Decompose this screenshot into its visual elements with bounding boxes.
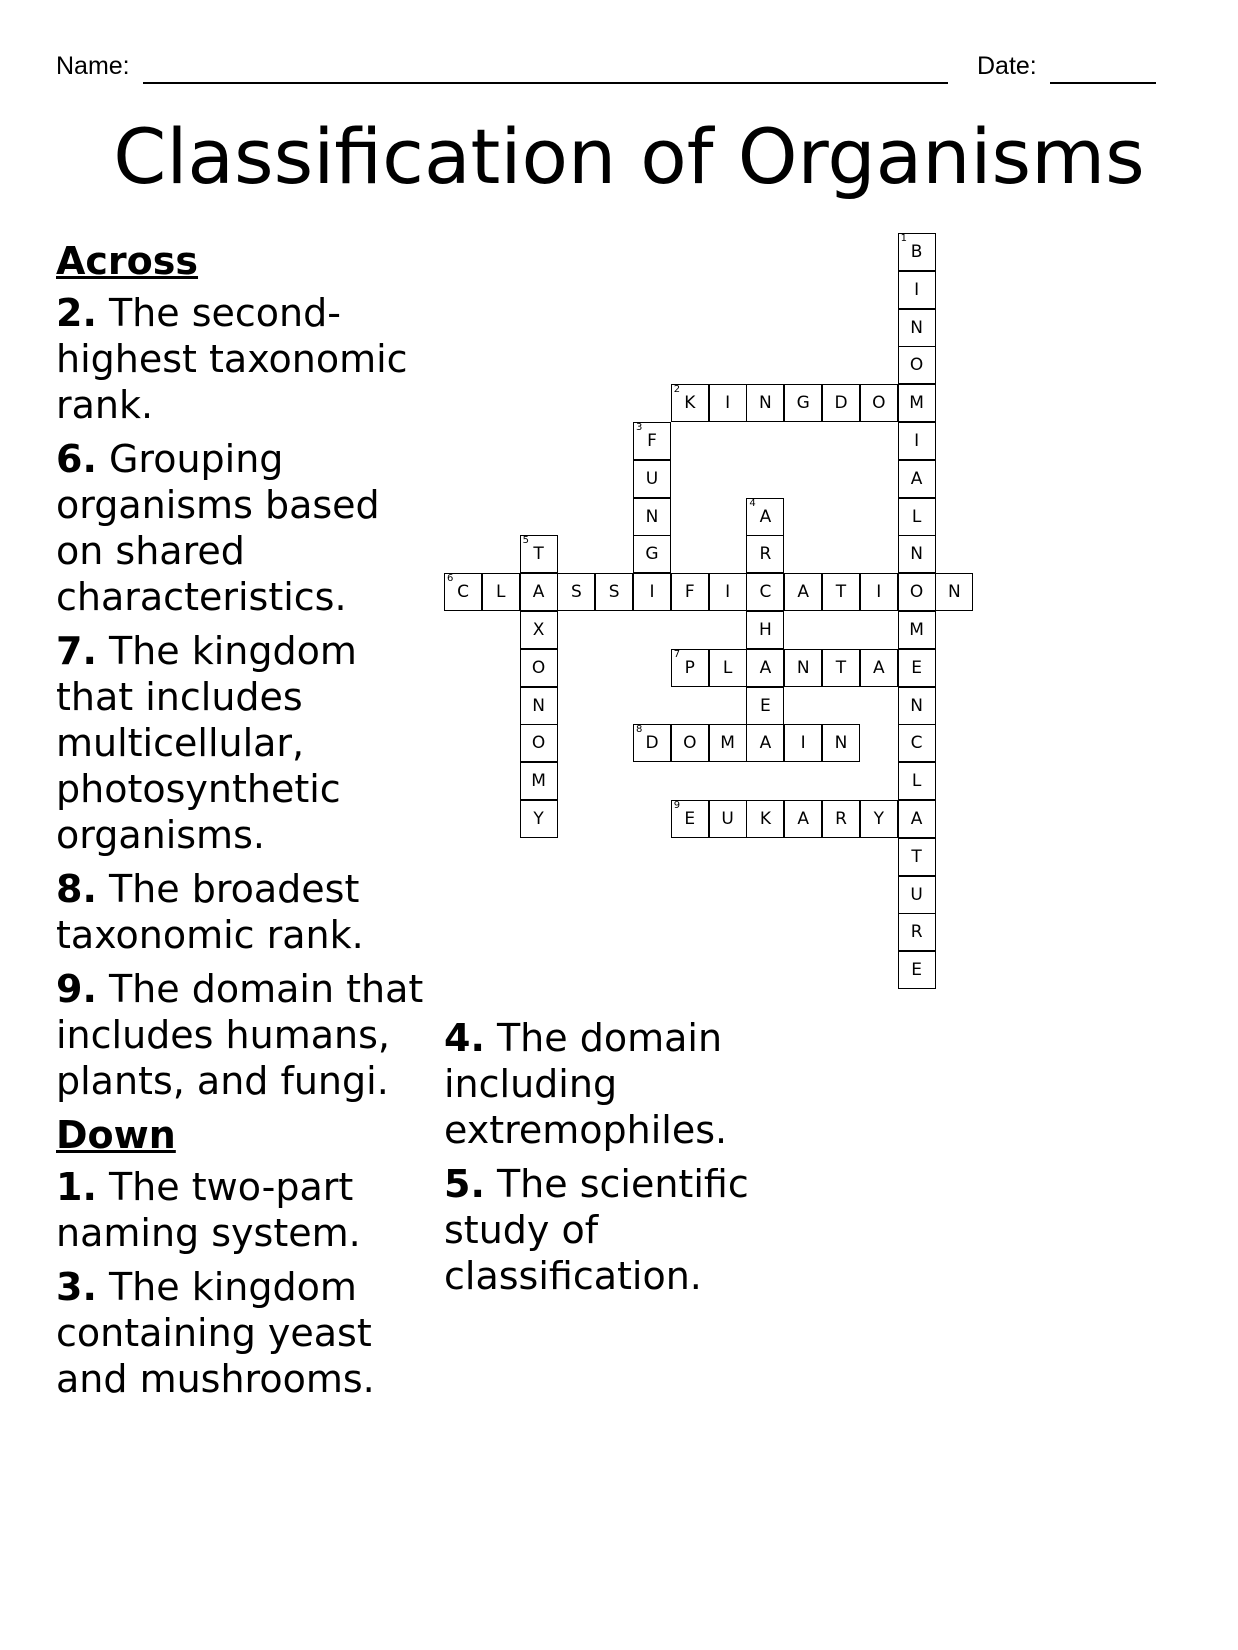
clue-down-1 (56, 1164, 426, 1256)
cell-letter: M (531, 771, 546, 792)
cell-letter: A (759, 733, 772, 754)
cell-number: 3 (636, 422, 643, 433)
cell-letter: U (721, 809, 734, 829)
crossword-cell[interactable] (784, 649, 822, 687)
cell-number: 2 (673, 384, 681, 396)
crossword-cell[interactable] (595, 573, 633, 611)
crossword-cell[interactable] (898, 838, 936, 876)
cell-letter: D (834, 393, 848, 414)
crossword-cell[interactable] (520, 649, 558, 687)
crossword-cell[interactable] (898, 384, 936, 422)
clue-across-9 (56, 966, 426, 1104)
crossword-cell[interactable] (898, 309, 936, 347)
cell-letter: N (645, 506, 659, 527)
crossword-cell[interactable] (633, 724, 671, 762)
cell-letter: I (649, 582, 655, 603)
cell-letter: B (910, 242, 923, 262)
crossword-cell[interactable] (633, 498, 671, 536)
cell-letter: G (645, 544, 659, 565)
clues-left-column (56, 238, 426, 1410)
crossword-cell[interactable] (746, 649, 784, 687)
clue-number: 7. (56, 629, 97, 673)
crossword-cell[interactable] (784, 724, 822, 762)
cell-letter: Y (533, 809, 544, 829)
crossword-cell[interactable] (709, 800, 747, 838)
crossword-cell[interactable] (520, 535, 558, 573)
cell-number: 8 (636, 724, 643, 736)
cell-letter: F (684, 582, 695, 603)
crossword-cell[interactable] (444, 573, 482, 611)
crossword-cell[interactable] (746, 611, 784, 649)
cell-letter: N (532, 695, 545, 716)
cell-letter: X (532, 620, 545, 640)
date-label: Date: (977, 52, 1037, 80)
crossword-cell[interactable] (822, 724, 860, 762)
crossword-cell[interactable] (557, 573, 595, 611)
cell-letter: O (909, 582, 924, 603)
cell-number: 9 (673, 800, 681, 811)
crossword-cell[interactable] (898, 913, 936, 951)
cell-letter: I (800, 733, 806, 754)
clue-text: The kingdom that includes multicellular, photosynthetic organisms. (56, 629, 357, 857)
crossword-cell[interactable] (633, 573, 671, 611)
crossword-cell[interactable] (633, 535, 671, 573)
cell-letter: C (759, 582, 772, 603)
clue-down-5 (444, 1161, 864, 1299)
cell-letter: I (876, 582, 882, 603)
crossword-cell[interactable] (746, 384, 784, 422)
cell-letter: N (834, 733, 848, 754)
crossword-cell[interactable] (671, 573, 709, 611)
crossword-cell[interactable] (746, 535, 784, 573)
down-heading: Down (56, 1113, 176, 1157)
clue-text: The kingdom containing yeast and mushrooms. (56, 1265, 375, 1401)
clue-text: The broadest taxonomic rank. (56, 867, 364, 957)
cell-letter: O (531, 657, 546, 678)
cell-letter: N (796, 657, 810, 678)
crossword-cell[interactable] (482, 573, 520, 611)
crossword-cell[interactable] (746, 800, 784, 838)
cell-letter: S (608, 582, 620, 603)
crossword-cell[interactable] (898, 346, 936, 384)
cell-letter: N (948, 582, 961, 603)
cell-letter: C (910, 733, 923, 754)
clue-across-2 (56, 290, 426, 428)
crossword-cell[interactable] (520, 573, 558, 611)
cell-letter: T (533, 544, 544, 565)
cell-letter: A (910, 809, 923, 829)
clue-across-8 (56, 866, 426, 958)
cell-letter: L (911, 771, 922, 792)
cell-letter: E (911, 657, 922, 678)
cell-number: 7 (673, 648, 681, 660)
crossword-cell[interactable] (860, 384, 898, 422)
crossword-cell[interactable] (898, 422, 936, 460)
crossword-cell[interactable] (709, 573, 747, 611)
crossword-cell[interactable] (746, 724, 784, 762)
name-blank-line[interactable] (143, 82, 948, 84)
crossword-cell[interactable] (520, 724, 558, 762)
cell-letter: I (914, 431, 920, 451)
crossword-cell[interactable] (898, 233, 936, 271)
clue-number: 8. (56, 867, 97, 911)
cell-letter: R (835, 809, 847, 829)
clue-across-6 (56, 436, 426, 620)
cell-letter: A (797, 582, 809, 603)
crossword-cell[interactable] (898, 573, 936, 611)
cell-letter: A (797, 809, 809, 829)
crossword-cell[interactable] (520, 762, 558, 800)
cell-letter: O (683, 733, 697, 754)
clue-number: 4. (444, 1016, 485, 1060)
crossword-cell[interactable] (520, 687, 558, 725)
cell-letter: L (911, 506, 922, 527)
clue-text: The domain that includes humans, plants, and fungi. (56, 967, 424, 1103)
clue-text: The domain including extremophiles. (444, 1016, 728, 1152)
clue-number: 6. (56, 437, 97, 481)
crossword-cell[interactable] (898, 611, 936, 649)
crossword-cell[interactable] (822, 649, 860, 687)
cell-letter: E (760, 695, 771, 716)
clue-number: 1. (56, 1165, 97, 1209)
clue-text: The scientific study of classification. (444, 1162, 749, 1298)
crossword-cell[interactable] (898, 762, 936, 800)
clue-number: 9. (56, 967, 97, 1011)
cell-letter: I (725, 582, 731, 603)
cell-letter: N (910, 695, 923, 716)
cell-letter: L (496, 582, 506, 603)
crossword-cell[interactable] (746, 687, 784, 725)
cell-letter: M (720, 733, 735, 754)
cell-number: 4 (749, 497, 756, 509)
cell-letter: F (647, 431, 657, 451)
crossword-cell[interactable] (784, 800, 822, 838)
cell-letter: T (835, 582, 847, 603)
crossword-cell[interactable] (898, 724, 936, 762)
crossword-cell[interactable] (746, 498, 784, 536)
crossword-cell[interactable] (898, 460, 936, 498)
clue-text: Grouping organisms based on shared characteristics. (56, 437, 380, 619)
clue-number: 2. (56, 291, 97, 335)
cell-letter: A (759, 657, 772, 678)
crossword-cell[interactable] (709, 724, 747, 762)
cell-letter: E (911, 960, 922, 981)
crossword-cell[interactable] (709, 649, 747, 687)
cell-letter: A (910, 468, 923, 489)
crossword-cell[interactable] (898, 951, 936, 989)
crossword-cell[interactable] (898, 271, 936, 309)
cell-letter: A (532, 582, 545, 603)
cell-letter: A (759, 506, 772, 527)
crossword-cell[interactable] (822, 573, 860, 611)
date-blank-line[interactable] (1050, 82, 1156, 84)
clue-down-4 (444, 1015, 864, 1153)
cell-letter: P (684, 657, 695, 678)
cell-number: 5 (522, 535, 529, 547)
crossword-cell[interactable] (860, 649, 898, 687)
clue-text: The two-part naming system. (56, 1165, 361, 1255)
crossword-cell[interactable] (520, 800, 558, 838)
clue-number: 5. (444, 1162, 485, 1206)
cell-letter: D (645, 733, 659, 754)
crossword-cell[interactable] (898, 498, 936, 536)
crossword-cell[interactable] (746, 573, 784, 611)
clue-number: 3. (56, 1265, 97, 1309)
crossword-cell[interactable] (898, 649, 936, 687)
cell-letter: T (911, 846, 922, 867)
crossword-cell[interactable] (898, 800, 936, 838)
crossword-cell[interactable] (898, 876, 936, 914)
cell-letter: O (909, 355, 924, 376)
cell-letter: Y (873, 809, 884, 829)
cell-number: 1 (900, 233, 907, 244)
cell-number: 6 (447, 573, 454, 585)
cell-letter: E (684, 809, 696, 829)
clue-text: The second-highest taxonomic rank. (56, 291, 408, 427)
crossword-cell[interactable] (784, 573, 822, 611)
clue-across-7 (56, 628, 426, 858)
cell-letter: A (872, 657, 885, 678)
across-heading: Across (56, 239, 199, 283)
cell-letter: U (910, 884, 923, 905)
page-title: Classification of Organisms (113, 112, 1145, 201)
crossword-cell[interactable] (898, 535, 936, 573)
cell-letter: I (914, 279, 920, 300)
cell-letter: N (910, 544, 923, 565)
crossword-cell[interactable] (709, 384, 747, 422)
crossword-cell[interactable] (784, 384, 822, 422)
cell-letter: U (645, 468, 659, 489)
cell-letter: K (759, 809, 771, 829)
crossword-cell[interactable] (671, 384, 709, 422)
crossword-cell[interactable] (822, 800, 860, 838)
name-label: Name: (56, 52, 130, 80)
crossword-cell[interactable] (671, 800, 709, 838)
crossword-cell[interactable] (671, 649, 709, 687)
crossword-cell[interactable] (860, 573, 898, 611)
cell-letter: N (759, 393, 772, 414)
clue-down-3 (56, 1264, 426, 1402)
crossword-cell[interactable] (822, 384, 860, 422)
crossword-cell[interactable] (633, 460, 671, 498)
cell-letter: T (835, 657, 847, 678)
cell-letter: C (457, 582, 469, 603)
cell-letter: I (725, 393, 731, 414)
clues-right-column (444, 1015, 864, 1307)
cell-letter: O (531, 733, 546, 754)
crossword-cell[interactable] (520, 611, 558, 649)
cell-letter: L (722, 657, 733, 678)
cell-letter: O (872, 393, 886, 414)
cell-letter: G (796, 393, 810, 414)
crossword-cell[interactable] (898, 687, 936, 725)
crossword-cell[interactable] (935, 573, 973, 611)
cell-letter: H (758, 620, 772, 640)
crossword-cell[interactable] (671, 724, 709, 762)
cell-letter: K (684, 393, 696, 414)
cell-letter: R (759, 544, 772, 565)
cell-letter: N (910, 317, 923, 338)
cell-letter: M (909, 393, 924, 414)
crossword-cell[interactable] (860, 800, 898, 838)
cell-letter: R (910, 922, 923, 943)
cell-letter: S (570, 582, 582, 603)
cell-letter: M (909, 620, 924, 640)
crossword-cell[interactable] (633, 422, 671, 460)
